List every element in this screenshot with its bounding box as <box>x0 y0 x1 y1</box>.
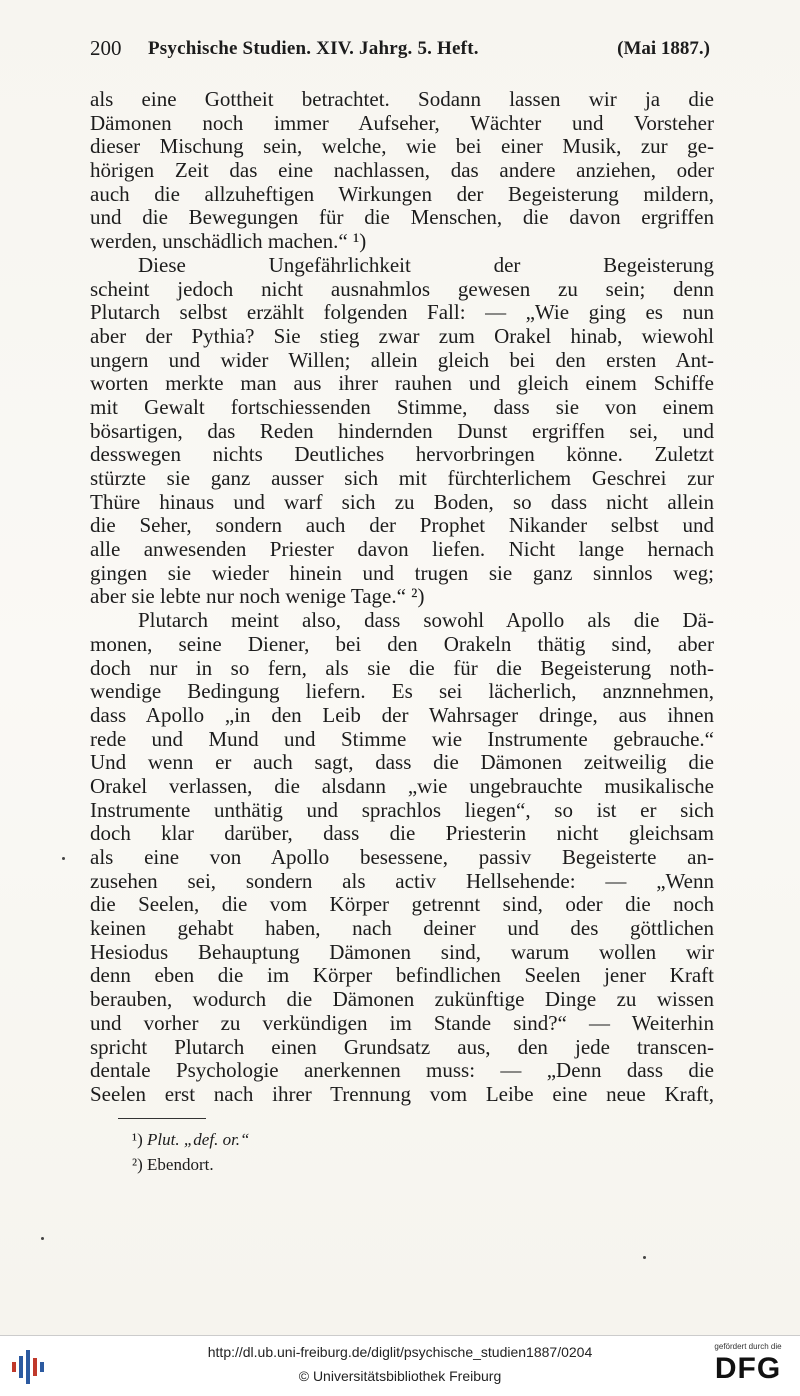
text-line: Thüre hinaus und warf sich zu Boden, so dass nicht allein <box>90 489 714 514</box>
text-line: wendige Bedingung liefern. Es sei lächerlich, anznnehmen, <box>90 679 714 704</box>
text-line: doch nur in so fern, als sie die für die Begeisterung noth- <box>90 655 714 680</box>
text-line: Instrumente unthätig und sprachlos liegen“, so ist er sich <box>90 797 714 822</box>
text-line: als eine Gottheit betrachtet. Sodann lassen wir ja die <box>90 87 714 111</box>
text-line: Diese Ungefährlichkeit der Begeisterung <box>138 252 714 277</box>
text-line: keinen gehabt haben, nach deiner und des göttlichen <box>90 916 714 941</box>
footnote-2 <box>132 1152 250 1177</box>
dfg-logo <box>706 1342 790 1390</box>
footnote-rule <box>118 1118 206 1119</box>
text-line: berauben, wodurch die Dämonen zukünftige Dinge zu wissen <box>90 987 714 1012</box>
scan-speck <box>41 1237 44 1240</box>
permalink-url[interactable]: http://dl.ub.uni-freiburg.de/diglit/psychische_studien1887/0204 <box>207 1344 593 1360</box>
text-line: aber der Pythia? Sie stieg zwar zum Orakel hinab, wiewohl <box>90 323 714 348</box>
page-header <box>90 36 710 66</box>
dfg-mark: DFG <box>714 1352 782 1385</box>
text-line: Hesiodus Behauptung Dämonen sind, warum wollen wir <box>90 939 714 964</box>
text-line: dieser Mischung sein, welche, wie bei einer Musik, zur ge- <box>90 134 714 159</box>
text-line: bösartigen, das Reden hindernden Dunst ergriffen sei, und <box>90 418 714 443</box>
text-line: als eine von Apollo besessene, passiv Begeisterte an- <box>90 845 714 869</box>
text-line: Dämonen noch immer Aufseher, Wächter und Vorsteher <box>90 110 714 135</box>
footnote-2-mark: ²) <box>132 1155 143 1174</box>
text-line: und vorher zu verkündigen im Stande sind?“ — Weiterhin <box>90 1010 714 1035</box>
text-line: hörigen Zeit das eine nachlassen, das andere anziehen, oder <box>90 158 714 183</box>
text-line: Plutarch selbst erzählt folgenden Fall: — „Wie ging es nun <box>90 300 714 325</box>
page-number: 200 <box>90 36 122 60</box>
text-line: aber sie lebte nur noch wenige Tage.“ ²) <box>90 584 425 609</box>
text-line: scheint jedoch nicht ausnahmlos gewesen zu sein; denn <box>90 276 714 301</box>
copyright-notice: © Universitätsbibliothek Freiburg <box>298 1368 502 1384</box>
footnote-1 <box>132 1127 250 1152</box>
text-line: desswegen nichts Deutliches hervorbringen könne. Zuletzt <box>90 442 714 467</box>
issue-date: (Mai 1887.) <box>617 38 710 59</box>
text-line: die Seelen, die vom Körper getrennt sind, oder die noch <box>90 892 714 917</box>
scan-speck <box>62 857 65 860</box>
text-line: monen, seine Diener, bei den Orakeln thätig sind, aber <box>90 631 714 656</box>
text-line: werden, unschädlich machen.“ ¹) <box>90 229 367 254</box>
text-line: spricht Plutarch einen Grundsatz aus, den jede transcen- <box>90 1034 714 1059</box>
viewer-footer <box>0 1335 800 1396</box>
text-line: doch klar darüber, dass die Priesterin nicht gleichsam <box>90 821 714 846</box>
text-line: dass Apollo „in den Leib der Wahrsager dringe, aus ihnen <box>90 702 714 727</box>
footnote-1-text: Plut. „def. or.“ <box>147 1130 250 1149</box>
text-line: Seelen erst nach ihrer Trennung vom Leibe eine neue Kraft, <box>90 1081 714 1106</box>
text-line: worten merkte man aus ihrer rauhen und gleich einem Schiffe <box>90 371 714 396</box>
footnote-2-text: Ebendort. <box>147 1155 214 1174</box>
footnotes <box>132 1127 250 1177</box>
text-line: rede und Mund und Stimme wie Instrumente gebrauche.“ <box>90 726 714 751</box>
text-line: denn eben die im Körper befindlichen Seelen jener Kraft <box>90 963 714 988</box>
body-text <box>90 88 714 1107</box>
text-line: die Seher, sondern auch der Prophet Nikander selbst und <box>90 513 714 538</box>
text-line: zusehen sei, sondern als activ Hellsehende: — „Wenn <box>90 868 714 893</box>
dfg-sub: gefördert durch die <box>714 1342 782 1351</box>
text-line: Plutarch meint also, dass sowohl Apollo als die Dä- <box>138 608 714 633</box>
text-line: gingen sie wieder hinein und trugen sie ganz sinnlos weg; <box>90 560 714 585</box>
text-line: ungern und wider Willen; allein gleich bei den ersten Ant- <box>90 347 714 372</box>
text-line: Orakel verlassen, die alsdann „wie ungebrauchte musikalische <box>90 773 714 798</box>
running-title: Psychische Studien. XIV. Jahrg. 5. Heft. <box>148 38 479 59</box>
text-line: alle anwesenden Priester davon liefen. Nicht lange hernach <box>90 537 714 562</box>
text-line: auch die allzuheftigen Wirkungen der Begeisterung mildern, <box>90 181 714 206</box>
footnote-1-mark: ¹) <box>132 1130 143 1149</box>
scan-speck <box>643 1256 646 1259</box>
text-line: Und wenn er auch sagt, dass die Dämonen zeitweilig die <box>90 750 714 775</box>
text-line: dentale Psychologie anerkennen muss: — „Denn dass die <box>90 1058 714 1083</box>
text-line: stürzte sie ganz ausser sich mit fürchterlichem Geschrei zur <box>90 466 714 490</box>
text-line: mit Gewalt fortschiessenden Stimme, dass sie von einem <box>90 394 714 419</box>
text-line: und die Bewegungen für die Menschen, die davon ergriffen <box>90 205 714 230</box>
